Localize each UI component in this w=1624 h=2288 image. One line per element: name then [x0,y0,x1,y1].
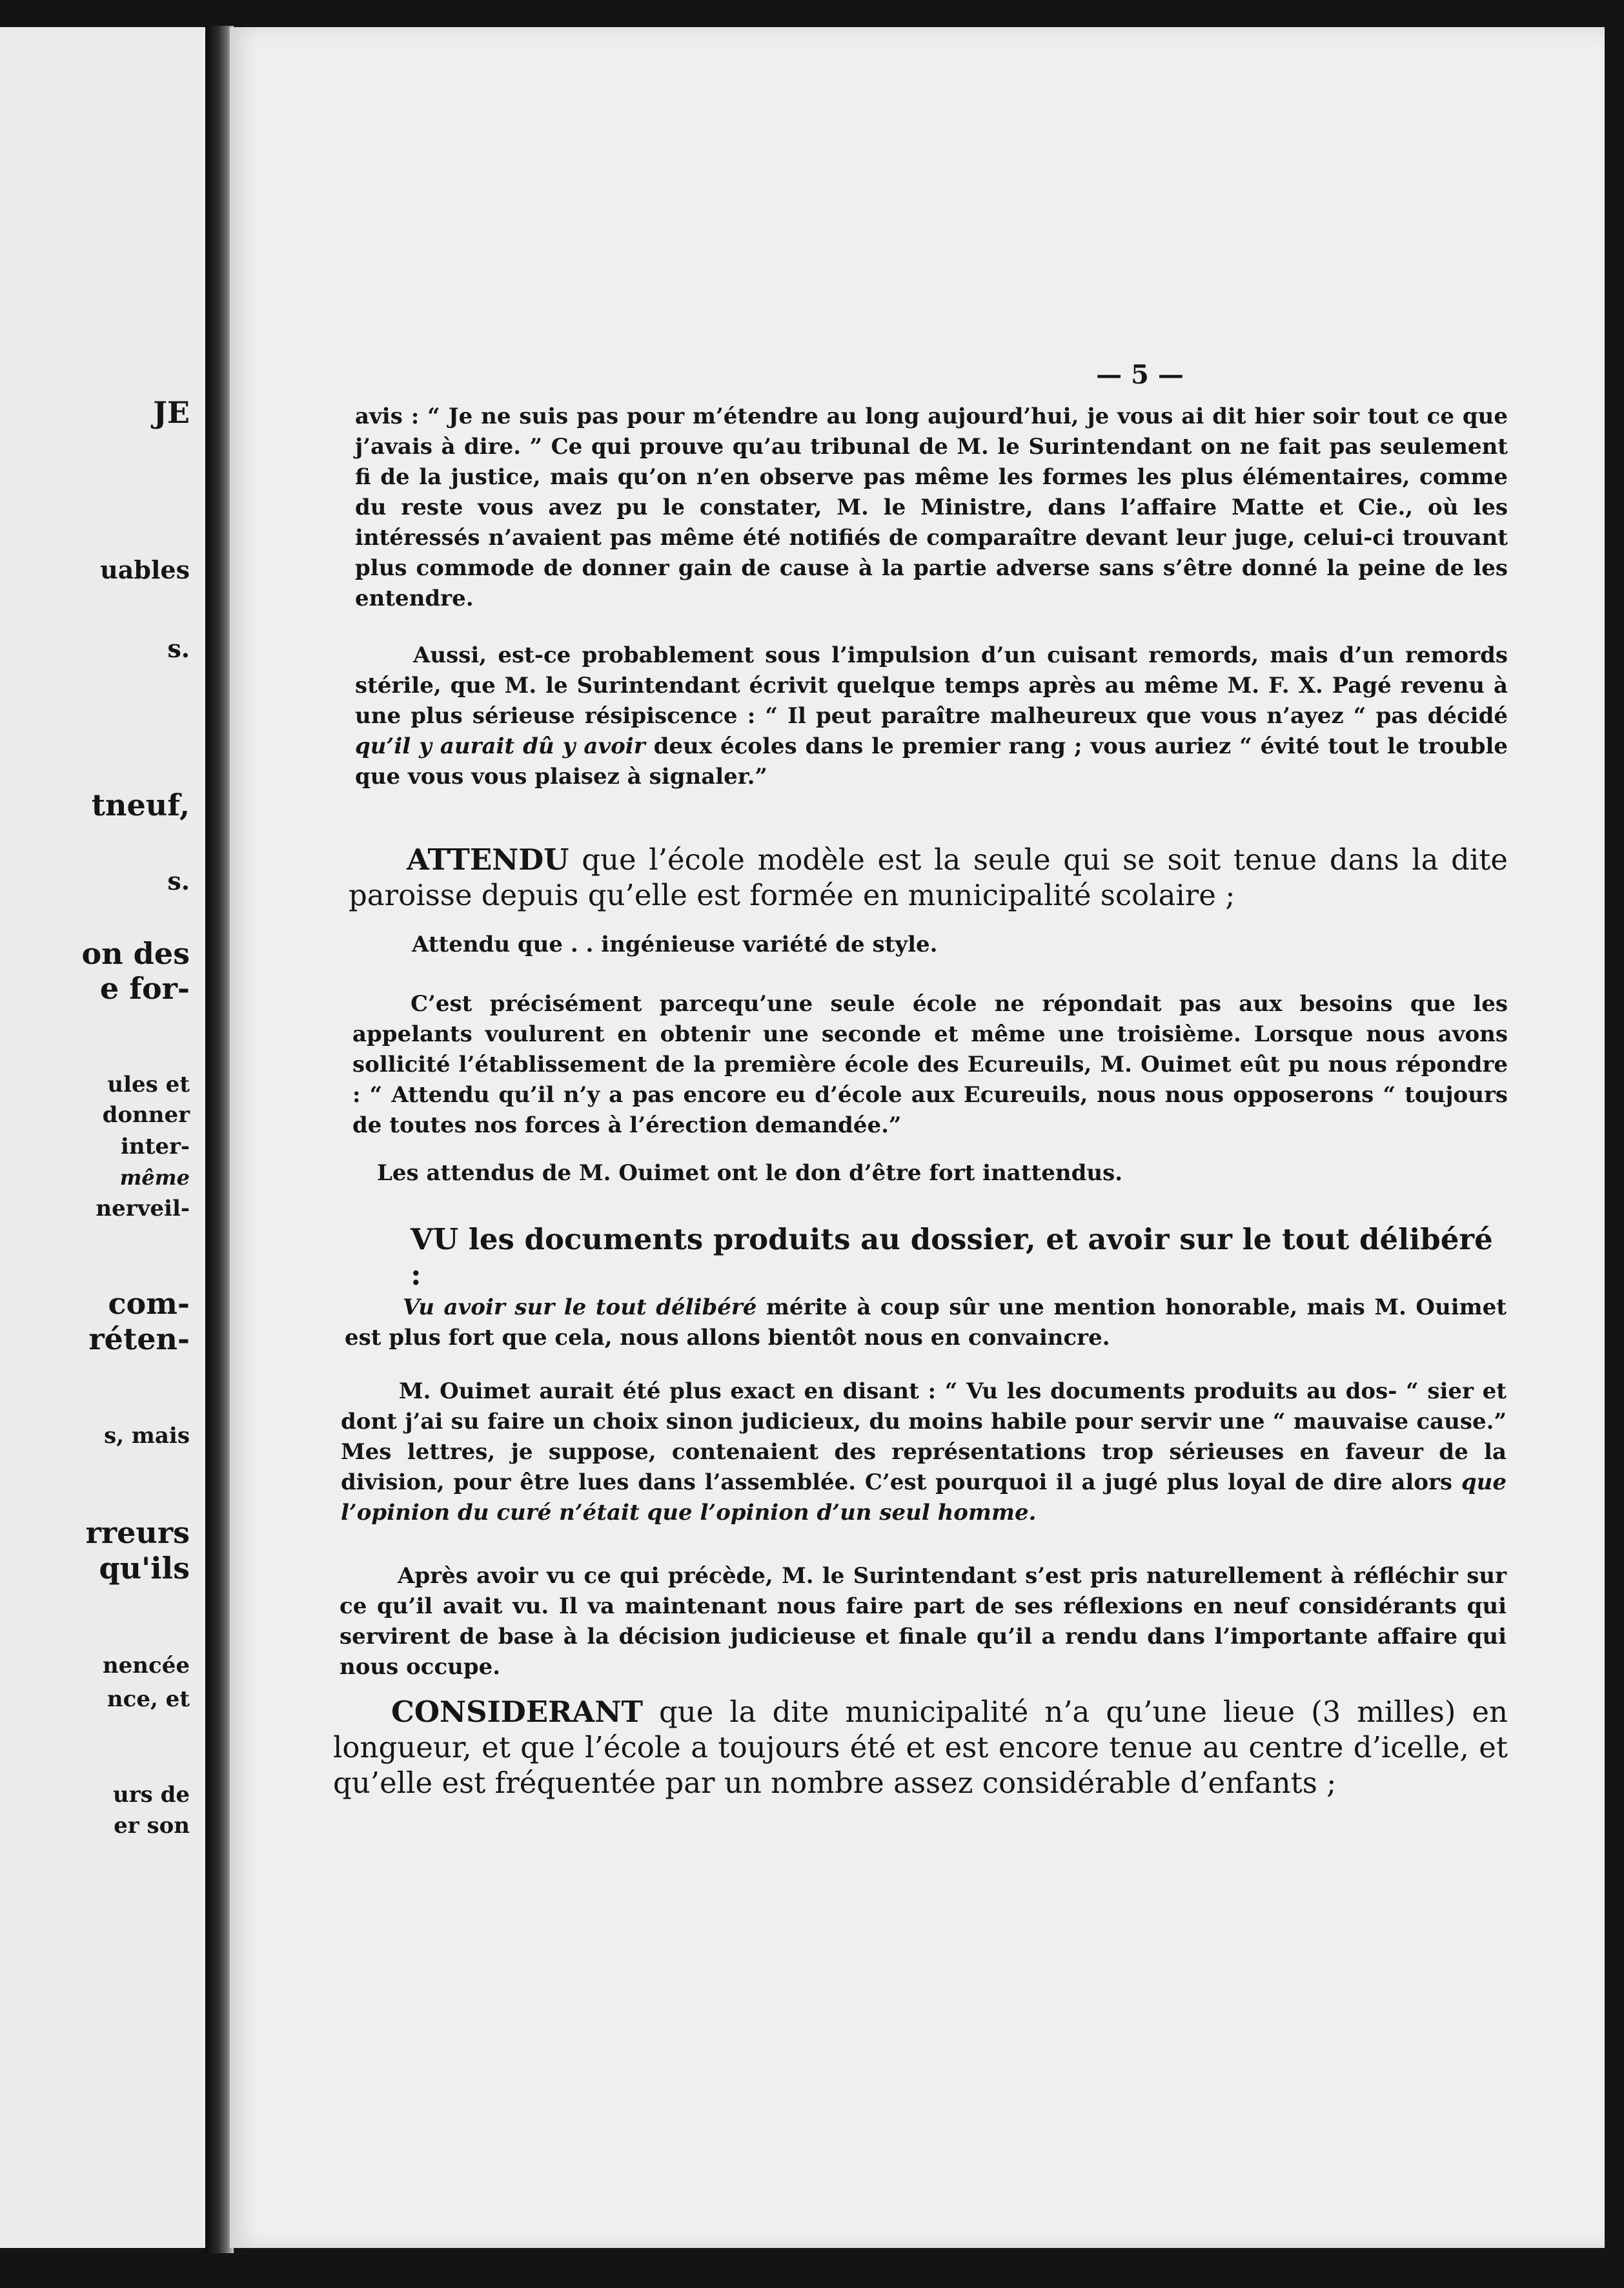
left-fragment: s. [167,634,190,663]
paragraph: Attendu que . . ingénieuse variété de style. [412,932,938,957]
left-fragment: nce, et [107,1686,190,1712]
clause-text: que l’école modèle est la seule qui se soit tenue dans la dite paroisse depuis qu’elle est formée en municipalité scolaire ; [349,843,1508,912]
left-fragment: inter- [121,1134,190,1159]
left-fragment: on des [81,936,190,971]
paragraph: C’est précisément parcequ’une seule école ne répondait pas aux besoins que les appelants voulurent en obtenir une seconde et même une troisième. Lorsque nous avons sollicité l’établissement de la première école des Ecureuils, M. Ouimet eût pu nous répondre : “ Attendu qu’il n’y a pas encore eu d’école aux Ecureuils, nous nous opposerons “ toujours de toutes nos forces à l’érection demandée.” [352,991,1508,1138]
paragraph-text: deux écoles dans le premier rang ; vous auriez “ évité tout le trouble que vous vous plaisez à signaler.” [355,733,1508,790]
paragraph: Les attendus de M. Ouimet ont le don d’être fort inattendus. [377,1160,1123,1186]
paragraph-text: Aussi, est-ce probablement sous l’impulsion d’un cuisant remords, mais d’un remords stérile, que M. le Surintendant écrivit quelque temps après au même M. F. X. Pagé revenu à une plus sérieuse résipiscence : “ Il peut paraître malheureux que vous n’ayez “ pas décidé [355,642,1508,729]
attendu-clause [349,842,1508,913]
clause-keyword: ATTENDU [407,843,569,877]
left-fragment: tneuf, [91,788,190,822]
page-number: — 5 — [1096,360,1184,390]
paragraph [341,1376,1507,1528]
left-fragment: même [119,1165,190,1190]
left-fragment: donner [102,1102,190,1128]
italic-phrase: Vu avoir sur le tout délibéré [403,1294,757,1320]
italic-quote: qu’il y aurait dû y avoir [355,733,645,759]
left-fragment: nerveil- [96,1196,190,1221]
left-fragment: nencée [102,1653,190,1679]
paragraph-text: mérite à coup sûr une mention honorable, mais M. Ouimet est plus fort que cela, nous allons bientôt nous en convaincre. [345,1294,1507,1351]
paragraph-text: M. Ouimet aurait été plus exact en disant : “ Vu les documents produits au dos- “ sier et dont j’ai su faire un choix sinon judicieux, du moins habile pour servir une “ mauvaise cause.” Mes lettres, je suppose, contenaient des représentations trop sérieuses en faveur de la division, pour être lues dans l’assemblée. C’est pourquoi il a jugé plus loyal de dire alors [341,1378,1507,1495]
page [230,27,1605,2248]
left-fragment: qu'ils [99,1551,190,1586]
left-fragment: urs de [112,1782,190,1808]
left-fragment: JE [153,395,190,430]
left-fragment: s. [167,866,190,895]
clause-text: que la dite municipalité n’a qu’une lieue (3 milles) en longueur, et que l’école a toujours été et est encore tenue au centre d’icelle, et qu’elle est fréquentée par un nombre assez considérable d’enfants ; [333,1695,1508,1800]
left-fragment: s, mais [104,1423,190,1449]
left-fragment: réten- [88,1322,190,1356]
left-fragment: rreurs [85,1515,190,1550]
italic-quote: que l’opinion du curé n’était que l’opinion d’un seul homme. [341,1469,1507,1526]
left-fragment: e for- [99,971,190,1006]
paragraph [345,1292,1507,1353]
paragraph: avis : “ Je ne suis pas pour m’étendre au long aujourd’hui, je vous ai dit hier soir tout ce que j’avais à dire. ” Ce qui prouve qu’au tribunal de M. le Surintendant on ne fait pas seulement fi de la justice, mais qu’on n’en observe pas même les formes les plus élémentaires, comme du reste vous avez pu le constater, M. le Ministre, dans l’affaire Matte et Cie., où les intéressés n’avaient pas même été notifiés de comparaître devant leur juge, celui-ci trouvant plus commode de donner gain de cause à la partie adverse sans s’être donné la peine de les entendre. [355,403,1508,611]
left-fragment: com- [108,1286,190,1321]
left-fragment: ules et [107,1072,190,1098]
considerant-clause [333,1694,1508,1801]
paragraph: Après avoir vu ce qui précède, M. le Surintendant s’est pris naturellement à réfléchir sur ce qu’il avait vu. Il va maintenant nous faire part de ses réflexions en neuf considérants qui servirent de base à la décision judicieuse et finale qu’il a rendu dans l’importante affaire qui nous occupe. [340,1563,1507,1680]
paragraph [355,640,1508,792]
left-fragment: uables [100,555,190,584]
clause-keyword: CONSIDERANT [391,1695,643,1729]
left-fragment: er son [114,1813,190,1839]
vu-heading: VU les documents produits au dossier, et avoir sur le tout délibéré : [411,1222,1493,1292]
previous-page-fragment [0,27,205,2248]
